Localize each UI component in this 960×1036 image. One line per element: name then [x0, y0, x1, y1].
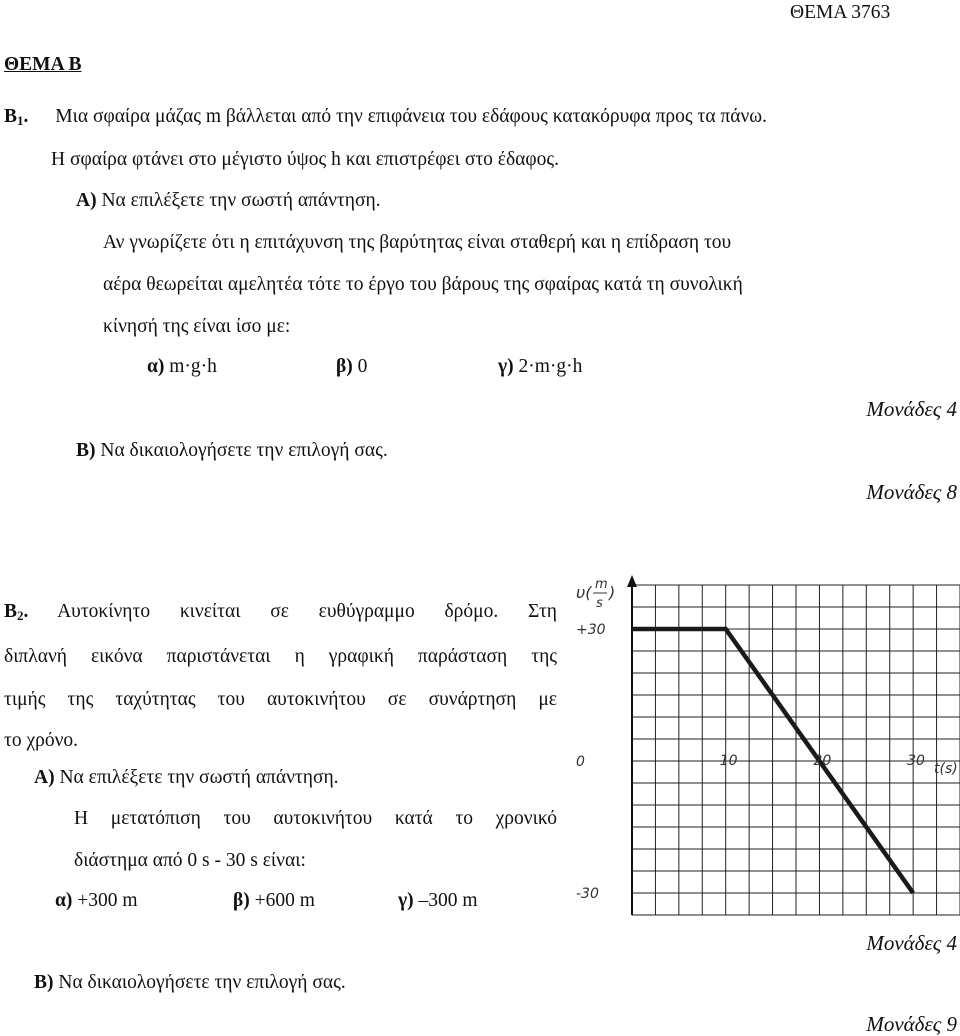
y-axis-arrow: [627, 575, 637, 587]
x-tick-label: 20: [813, 753, 832, 769]
b1-part-b-instruction: Β) Να δικαιολογήσετε την επιλογή σας.: [76, 440, 388, 461]
b2-part-a-instruction: Α) Να επιλέξετε την σωστή απάντηση.: [34, 767, 339, 788]
b2-question-line-6: διάστημα από 0 s - 30 s είναι:: [74, 850, 306, 871]
b2-option-c: γ) ‒300 m: [398, 890, 478, 911]
section-title: ΘΕΜΑ Β: [4, 54, 82, 75]
b2-option-a: α) +300 m: [55, 890, 138, 911]
y-tick-label: 0: [576, 754, 585, 770]
b1-marks-b: Μονάδες 8: [866, 480, 957, 504]
chart-grid: [632, 585, 960, 915]
b1-question-line-4: αέρα θεωρείται αμελητέα τότε το έργο του βάρους της σφαίρας κατά τη συνολική: [103, 274, 743, 295]
b1-question-line-3: Αν γνωρίζετε ότι η επιτάχυνση της βαρύτητας είναι σταθερή και η επίδραση του: [103, 232, 732, 253]
x-tick-label: 10: [719, 753, 738, 769]
y-axis-unit-numerator: m: [595, 577, 608, 592]
b1-question-line-1: $B_1$. Μια σφαίρα μάζας m βάλλεται από την επιφάνεια του εδάφους κατακόρυφα προς τα πάνω.: [4, 106, 768, 128]
b2-question-line-5: Η μετατόπιση του αυτοκινήτου κατά το χρονικό: [74, 808, 557, 829]
b2-question-line-4: το χρόνο.: [4, 730, 79, 751]
b1-option-c: γ) 2·m·g·h: [498, 356, 583, 377]
b1-marks-a: Μονάδες 4: [866, 397, 957, 421]
x-axis-label: t(s): [934, 761, 958, 777]
b1-label: $B_1$.: [4, 106, 29, 128]
y-axis-unit-denominator: s: [596, 596, 603, 611]
b1-question-line-5: κίνησή της είναι ίσο με:: [103, 316, 291, 337]
b1-option-a: α) m·g·h: [147, 356, 217, 377]
b2-option-b: β) +600 m: [233, 890, 315, 911]
chart-axes: [627, 575, 637, 915]
b2-marks-b: Μονάδες 9: [866, 1012, 957, 1036]
y-axis-label-close: ): [609, 583, 616, 602]
b1-part-a-instruction: Α) Να επιλέξετε την σωστή απάντηση.: [76, 190, 381, 211]
x-tick-label: 30: [907, 753, 925, 769]
b2-question-line-2: διπλανή εικόνα παριστάνεται η γραφική παράσταση της: [4, 646, 557, 667]
theme-code: ΘΕΜΑ 3763: [790, 2, 891, 23]
y-tick-label: -30: [576, 886, 599, 902]
velocity-time-chart: [565, 570, 960, 930]
b2-question-line-1: $B_2$. Αυτοκίνητο κινείται σε ευθύγραμμο δρόμο. Στη: [4, 601, 557, 623]
b2-part-b-instruction: Β) Να δικαιολογήσετε την επιλογή σας.: [34, 972, 346, 993]
y-axis-label: υ(: [576, 583, 592, 602]
y-tick-label: +30: [576, 622, 606, 638]
b1-question-line-2: Η σφαίρα φτάνει στο μέγιστο ύψος h και επιστρέφει στο έδαφος.: [51, 149, 559, 170]
b2-question-line-3: τιμής της ταχύτητας του αυτοκινήτου σε συνάρτηση με: [4, 689, 557, 710]
b1-option-b: β) 0: [336, 356, 368, 377]
b2-marks-a: Μονάδες 4: [866, 931, 957, 955]
